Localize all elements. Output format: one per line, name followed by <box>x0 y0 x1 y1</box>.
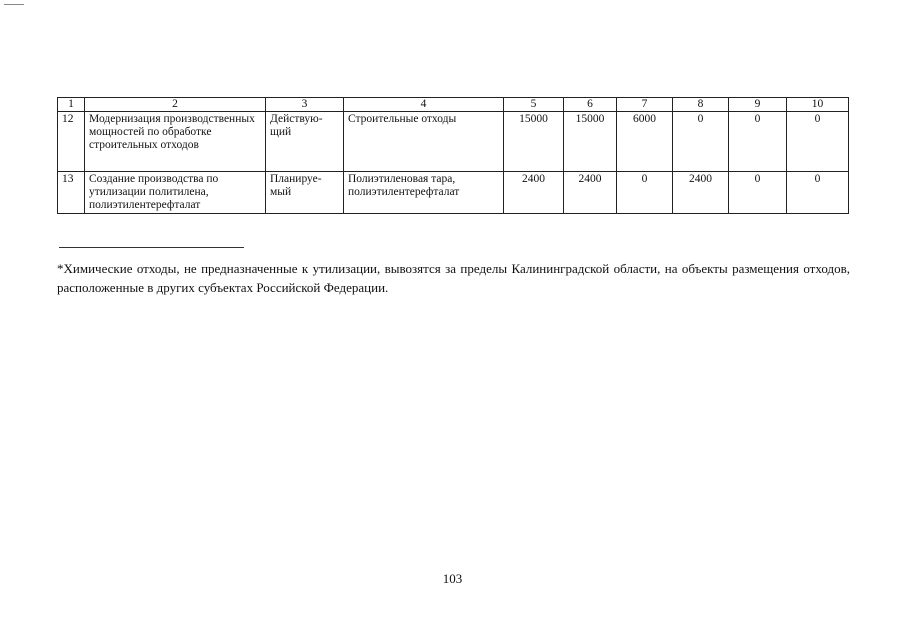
value-cell: 2400 <box>564 172 617 214</box>
column-header: 2 <box>85 98 266 112</box>
value-cell: 0 <box>729 172 787 214</box>
waste-type: Строительные отходы <box>344 112 504 172</box>
value-cell: 2400 <box>504 172 564 214</box>
column-header: 10 <box>787 98 849 112</box>
waste-type: Полиэтиленовая тара, полиэтилентерефталат <box>344 172 504 214</box>
column-header: 4 <box>344 98 504 112</box>
value-cell: 0 <box>729 112 787 172</box>
value-cell: 2400 <box>673 172 729 214</box>
column-header: 7 <box>617 98 673 112</box>
value-cell: 15000 <box>564 112 617 172</box>
row-number: 13 <box>58 172 85 214</box>
waste-facilities-table <box>57 97 849 214</box>
scan-artifact <box>4 4 24 5</box>
project-name: Модернизация производственных мощностей по обработке строительных отходов <box>85 112 266 172</box>
value-cell: 0 <box>617 172 673 214</box>
value-cell: 0 <box>787 112 849 172</box>
column-header: 3 <box>266 98 344 112</box>
column-header: 9 <box>729 98 787 112</box>
column-header: 6 <box>564 98 617 112</box>
table-header-row <box>58 98 849 112</box>
footnote-text: *Химические отходы, не предназначенные к утилизации, вывозятся за пределы Калининградской области, на объекты размещения отходов, расположенные в других субъектах Российской Федерации. <box>57 261 850 295</box>
table-row <box>58 112 849 172</box>
project-status: Действую-щий <box>266 112 344 172</box>
footnote-separator <box>59 247 244 248</box>
column-header: 1 <box>58 98 85 112</box>
table-row <box>58 172 849 214</box>
row-number: 12 <box>58 112 85 172</box>
value-cell: 0 <box>787 172 849 214</box>
page-number: 103 <box>442 571 463 586</box>
column-header: 5 <box>504 98 564 112</box>
value-cell: 15000 <box>504 112 564 172</box>
column-header: 8 <box>673 98 729 112</box>
project-status: Планируе-мый <box>266 172 344 214</box>
value-cell: 6000 <box>617 112 673 172</box>
value-cell: 0 <box>673 112 729 172</box>
project-name: Создание производства по утилизации политилена, полиэтилентерефталат <box>85 172 266 214</box>
